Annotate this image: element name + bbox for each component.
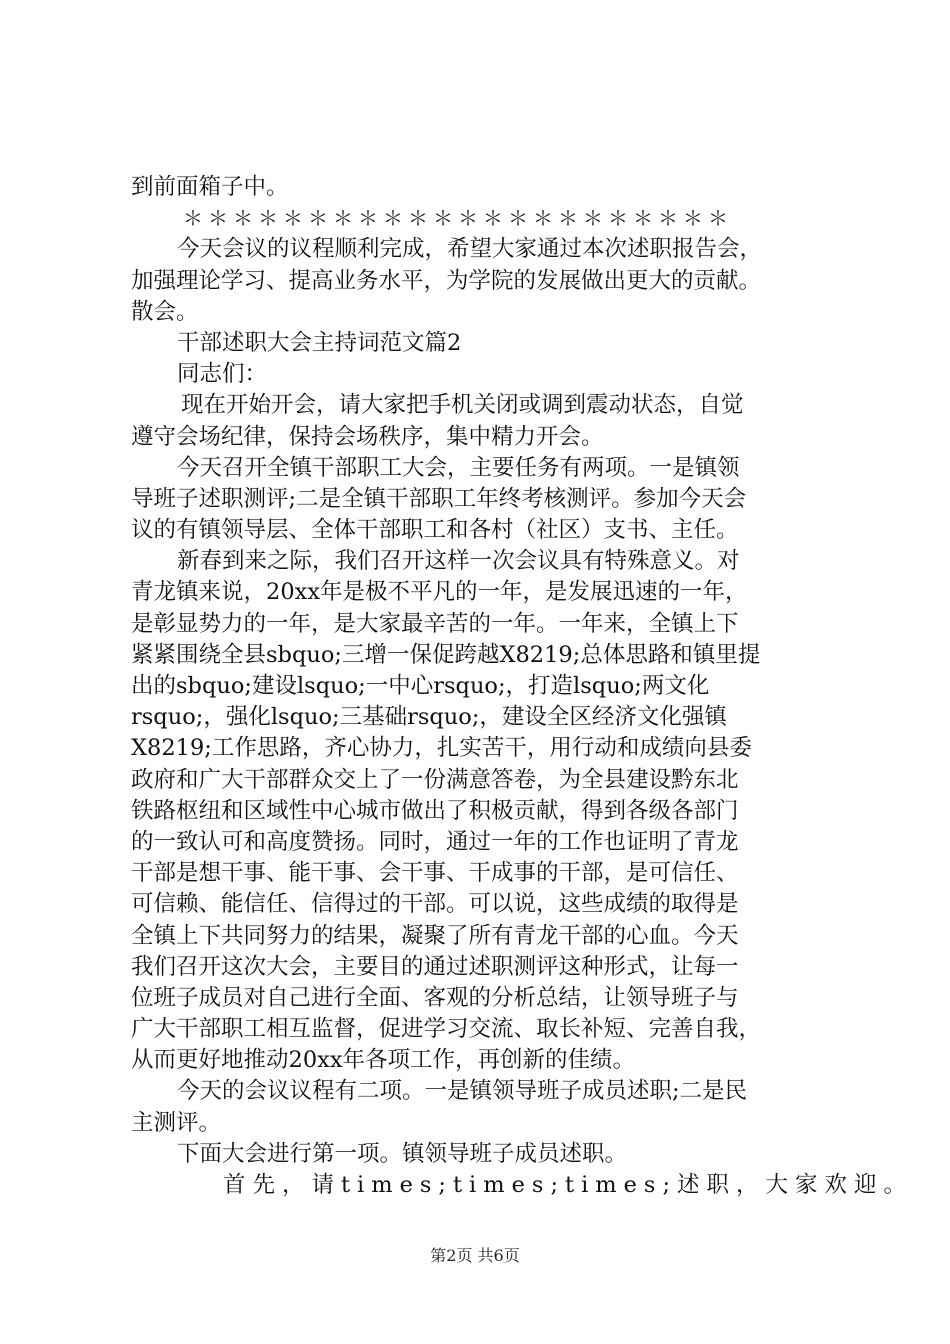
page-footer: 第2页 共6页 <box>430 1246 520 1265</box>
text-line: 同志们： <box>177 361 268 388</box>
text-line: 主测评。 <box>131 1109 222 1136</box>
text-line: 首先，请times;times;times;述职，大家欢迎。 <box>223 1172 914 1198</box>
text-line: 干部述职大会主持词范文篇2 <box>177 329 462 356</box>
text-line: 位班子成员对自己进行全面、客观的分析总结，让领导班子与 <box>131 984 739 1011</box>
text-line: 遵守会场纪律，保持会场秩序，集中精力开会。 <box>131 423 604 450</box>
text-line: 今天会议的议程顺利完成，希望大家通过本次述职报告会， <box>177 236 763 263</box>
text-line: 政府和广大干部群众交上了一份满意答卷，为全县建设黔东北 <box>131 766 739 793</box>
separator-stars: ＊＊＊＊＊＊＊＊＊＊＊＊＊＊＊＊＊＊＊＊＊＊ <box>183 206 733 231</box>
text-line: 广大干部职工相互监督，促进学习交流、取长补短、完善自我， <box>131 1016 762 1043</box>
text-line: 加强理论学习、提高业务水平，为学院的发展做出更大的贡献。 <box>131 267 762 294</box>
text-line: 今天召开全镇干部职工大会，主要任务有两项。一是镇领 <box>177 454 740 481</box>
text-line: 从而更好地推动20xx年各项工作，再创新的佳绩。 <box>131 1047 636 1074</box>
text-line: 全镇上下共同努力的结果，凝聚了所有青龙干部的心血。今天 <box>131 922 739 949</box>
text-line: 铁路枢纽和区域性中心城市做出了积极贡献，得到各级各部门 <box>131 797 739 824</box>
text-line: 可信赖、能信任、信得过的干部。可以说，这些成绩的取得是 <box>131 891 739 918</box>
text-line: 新春到来之际，我们召开这样一次会议具有特殊意义。对 <box>177 548 740 575</box>
text-line: 青龙镇来说，20xx年是极不平凡的一年，是发展迅速的一年， <box>131 579 748 606</box>
text-line: 下面大会进行第一项。镇领导班子成员述职。 <box>177 1140 628 1167</box>
text-line: 散会。 <box>131 298 199 325</box>
text-line: 是彰显势力的一年，是大家最辛苦的一年。一年来，全镇上下 <box>131 610 739 637</box>
text-line: 现在开始开会，请大家把手机关闭或调到震动状态，自觉 <box>181 392 744 419</box>
text-line: 到前面箱子中。 <box>131 174 289 200</box>
text-line: rsquo;，强化lsquo;三基础rsquo;，建设全区经济文化强镇 <box>131 704 727 731</box>
text-line: 今天的会议议程有二项。一是镇领导班子成员述职;二是民 <box>177 1078 748 1105</box>
text-line: 导班子述职测评;二是全镇干部职工年终考核测评。参加今天会 <box>131 485 747 512</box>
text-line: 的一致认可和高度赞扬。同时，通过一年的工作也证明了青龙 <box>131 828 739 855</box>
text-line: 议的有镇领导层、全体干部职工和各村（社区）支书、主任。 <box>131 517 739 544</box>
text-line: X8219;工作思路，齐心协力，扎实苦干，用行动和成绩向县委 <box>131 735 752 762</box>
text-line: 我们召开这次大会，主要目的通过述职测评这种形式，让每一 <box>131 953 739 980</box>
document-body <box>131 172 914 1201</box>
text-line: 干部是想干事、能干事、会干事、干成事的干部，是可信任、 <box>131 860 739 887</box>
text-line: 紧紧围绕全县sbquo;三增一保促跨越X8219;总体思路和镇里提 <box>131 641 761 668</box>
text-line: 出的sbquo;建设lsquo;一中心rsquo;，打造lsquo;两文化 <box>131 673 710 699</box>
